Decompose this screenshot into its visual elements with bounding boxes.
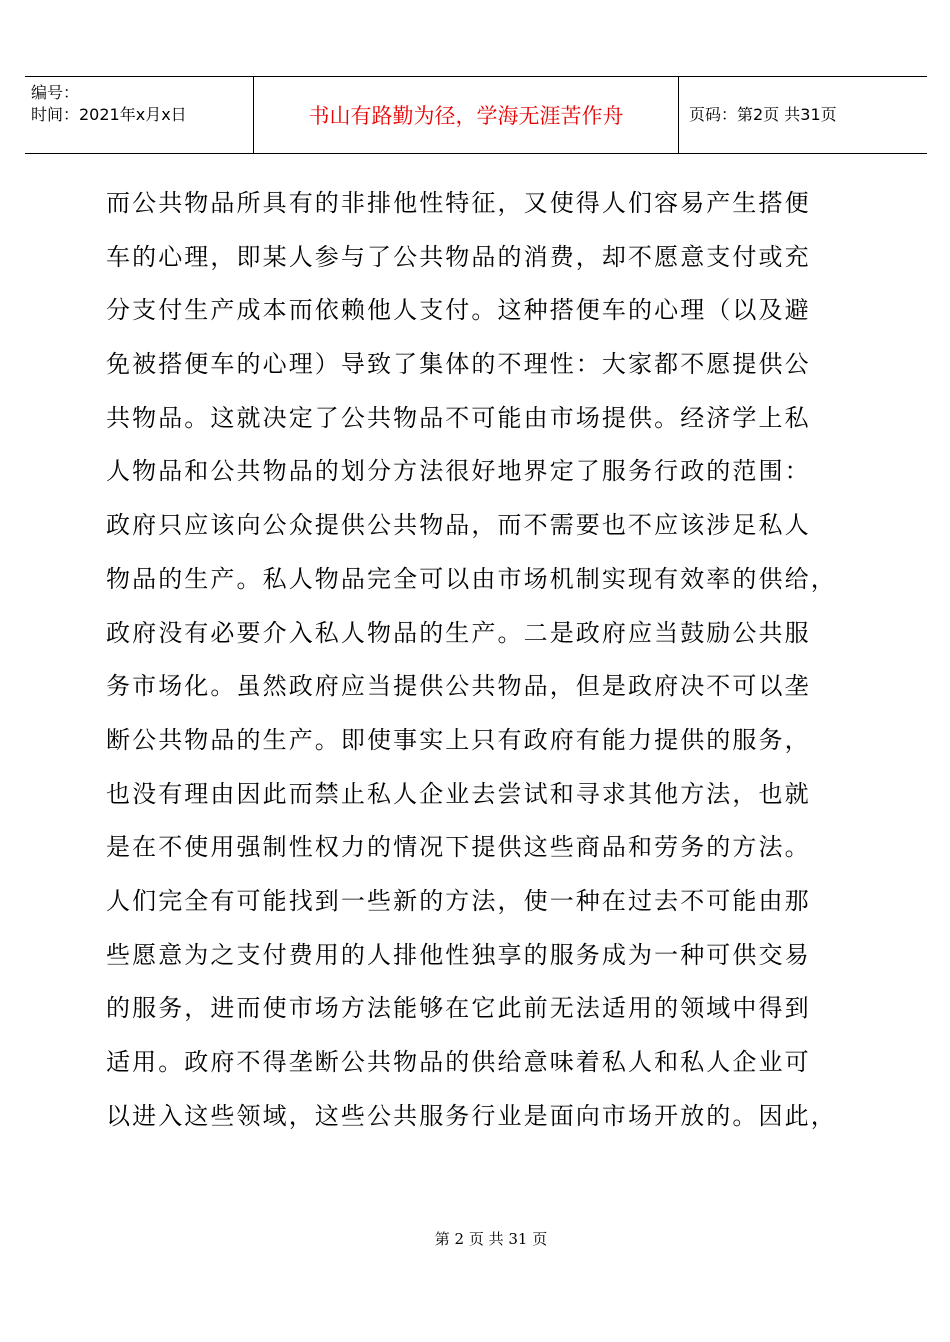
body-line: 务市场化。虽然政府应当提供公共物品，但是政府决不可以垄 [106,672,811,701]
body-line: 政府只应该向公众提供公共物品，而不需要也不应该涉足私人 [106,511,811,540]
body-line: 适用。政府不得垄断公共物品的供给意味着私人和私人企业可 [106,1048,811,1076]
body-line: 免被搭便车的心理）导致了集体的不理性：大家都不愿提供公 [106,350,811,379]
body-line: 也没有理由因此而禁止私人企业去尝试和寻求其他方法，也就 [106,779,811,808]
header-page-cell [679,77,927,153]
body-line: 物品的生产。私人物品完全可以由市场机制实现有效率的供给， [106,564,837,593]
document-number-label: 编号： [31,83,80,102]
body-line: 车的心理，即某人参与了公共物品的消费，却不愿意支付或充 [106,242,811,271]
body-line: 是在不使用强制性权力的情况下提供这些商品和劳务的方法。 [106,833,811,862]
body-line: 而公共物品所具有的非排他性特征，又使得人们容易产生搭便 [106,189,811,217]
header-motto-cell [253,77,679,153]
body-line: 人物品和公共物品的划分方法很好地界定了服务行政的范围： [106,457,811,486]
body-line: 政府没有必要介入私人物品的生产。二是政府应当鼓励公共服 [106,618,811,647]
body-line: 的服务，进而使市场方法能够在它此前无法适用的领域中得到 [106,994,811,1023]
page-footer: 第 2 页 共 31 页 [434,1230,548,1248]
page-header [25,76,927,154]
body-line: 断公共物品的生产。即使事实上只有政府有能力提供的服务， [106,725,811,754]
header-motto: 书山有路勤为径，学海无涯苦作舟 [308,104,624,128]
body-line: 以进入这些领域，这些公共服务行业是面向市场开放的。因此， [106,1101,837,1130]
document-date: 时间：2021年x月x日 [31,105,187,124]
body-line: 人们完全有可能找到一些新的方法，使一种在过去不可能由那 [106,886,811,915]
body-line: 共物品。这就决定了公共物品不可能由市场提供。经济学上私 [106,403,811,432]
document-body [106,188,866,1154]
body-line: 分支付生产成本而依赖他人支付。这种搭便车的心理（以及避 [106,296,811,325]
header-meta [25,77,253,153]
header-page-info: 页码：第2页 共31页 [689,105,837,124]
body-line: 些愿意为之支付费用的人排他性独享的服务成为一种可供交易 [106,940,811,969]
